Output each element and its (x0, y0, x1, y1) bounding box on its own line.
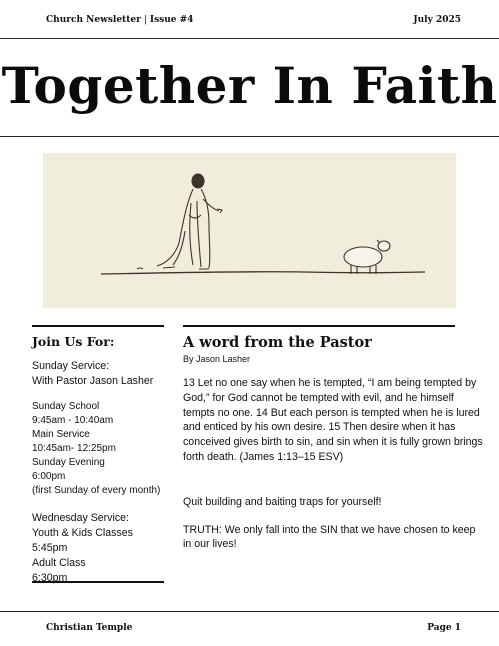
article-title: A word from the Pastor (183, 334, 372, 351)
youth-classes-label: Youth & Kids Classes (32, 527, 133, 539)
newsletter-name: Church Newsletter (46, 15, 141, 25)
masthead (0, 38, 499, 137)
church-name: Christian Temple (46, 623, 133, 633)
truth-paragraph: TRUTH: We only fall into the SIN that we have chosen to keep in our lives! (183, 523, 476, 551)
sunday-school-label: Sunday School (32, 401, 100, 412)
wednesday-service-label: Wednesday Service: (32, 512, 129, 524)
sunday-school-time: 9:45am - 10:40am (32, 415, 114, 426)
sidebar-heading: Join Us For: (32, 334, 115, 349)
adult-class-time: 6:30pm (32, 572, 68, 584)
sidebar-bottom-divider (32, 581, 164, 583)
adult-class-label: Adult Class (32, 557, 86, 569)
separator: | (143, 15, 147, 25)
issue-number: Issue #4 (149, 15, 194, 25)
divider (32, 325, 164, 327)
sunday-evening-note: (first Sunday of every month) (32, 485, 161, 496)
shepherd-and-lamb-illustration (43, 153, 456, 308)
main-service-time: 10:45am- 12:25pm (32, 443, 116, 454)
page-title: Together In Faith (1, 56, 498, 115)
sunday-service-label: Sunday Service: (32, 360, 110, 372)
newsletter-issue-label (46, 15, 193, 25)
pastor-line: With Pastor Jason Lasher (32, 375, 154, 387)
hero-illustration (43, 153, 456, 308)
scripture-paragraph: 13 Let no one say when he is tempted, “I am being tempted by God,” for God cannot be tempted with evil, and he himself tempts no one. 14 But each person is tempted when he is lured and enticed by his own desire. 15 Then desire when it has conceived gives birth to sin, and sin when it is fully grown brings forth death. (James 1:13–15 ESV) (183, 377, 483, 463)
sunday-evening-label: Sunday Evening (32, 457, 105, 468)
exhortation-paragraph: Quit building and baiting traps for yourself! (183, 495, 382, 508)
pastor-article (183, 325, 483, 552)
lamb (344, 240, 390, 274)
newsletter-header (0, 0, 499, 39)
article-byline: By Jason Lasher (183, 354, 251, 364)
page-number: Page 1 (427, 623, 461, 633)
service-times-sidebar (32, 325, 164, 586)
sunday-evening-time: 6:00pm (32, 471, 66, 482)
divider (183, 325, 455, 327)
main-service-label: Main Service (32, 429, 90, 440)
page-footer (0, 611, 499, 633)
issue-date: July 2025 (413, 15, 461, 25)
robed-figure (157, 174, 222, 269)
youth-classes-time: 5:45pm (32, 542, 68, 554)
